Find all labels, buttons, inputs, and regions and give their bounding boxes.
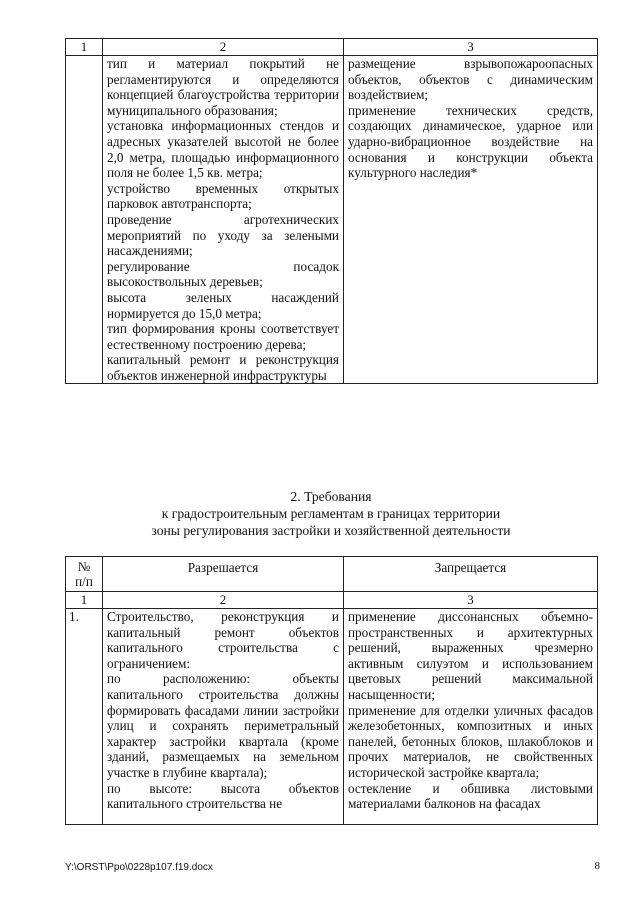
table-row [66,609,598,825]
allowed-item: высота зеленых насаждений нормируется до 15,0 метра; [107,289,339,321]
table-header-row [66,557,598,592]
allowed-cell [103,56,344,384]
footer-file-path: Y:\ORST\Ppo\0228p107.f19.docx [65,862,213,873]
section-subtitle-line: зоны регулирования застройки и хозяйственной деятельности [151,523,511,538]
column-number-3: 3 [344,39,598,56]
header-allowed: Разрешается [103,557,344,592]
allowed-item: устройство временных открытых парковок автотранспорта; [107,180,339,212]
header-forbidden: Запрещается [344,557,598,592]
page-number: 8 [594,860,600,872]
column-number-1: 1 [66,592,103,609]
column-number-2: 2 [103,592,344,609]
forbidden-item: применение диссонансных объемно-пространственных и архитектурных решений, выраженных чрезмерно активным силуэтом и использованием цветовых решений максимальной насыщенности; [348,609,593,702]
forbidden-item: размещение взрывопожароопасных объектов, объектов с динамическим воздействием; [348,56,593,103]
requirements-table-continued [65,38,598,384]
allowed-item: капитальный ремонт и реконструкция объектов инженерной инфраструктуры [107,352,339,383]
allowed-item: тип формирования кроны соответствует естественному построению дерева; [107,321,339,352]
header-number [66,557,103,592]
regulation-table [65,556,598,825]
column-number-2: 2 [103,39,344,56]
section-title: 2. Требования [290,489,372,504]
allowed-item: регулирование посадок высокоствольных деревьев; [107,258,339,290]
table-row [66,56,598,384]
column-number-row [66,39,598,56]
forbidden-item: применение для отделки уличных фасадов железобетонных, композитных и иных панелей, бетонных блоков, шлакоблоков и прочих материалов, не свойственных исторической застройке квартала; [348,702,593,780]
forbidden-item: применение технических средств, создающих динамическое, ударное или ударно-вибрационное воздействие на основания и конструкции объекта культурного наследия* [348,102,593,181]
allowed-cell [103,609,344,825]
section-heading [65,488,597,539]
header-number-abbr: п/п [75,574,93,589]
column-number-row [66,592,598,609]
column-number-3: 3 [344,592,598,609]
allowed-item: тип и материал покрытий не регламентируются и определяются концепцией благоустройства территории муниципального образования; [107,56,339,118]
allowed-item: установка информационных стендов и адресных указателей высотой не более 2,0 метра, площадью информационного поля не более 1,5 кв. метра; [107,118,339,181]
section-subtitle-line: к градостроительным регламентам в границах территории [161,506,501,521]
forbidden-item: остекление и обшивка листовыми материалами балконов на фасадах [348,780,593,812]
column-number-1: 1 [66,39,103,56]
allowed-item: проведение агротехнических мероприятий по уходу за зелеными насаждениями; [107,211,339,259]
header-number-symbol: № [77,559,91,574]
allowed-item: по расположению: объекты капитального строительства должны формировать фасадами линии застройки улиц и сохранять периметральный характер застройки квартала (кроме зданий, размещаемых на земельном участке в глубине квартала); [107,671,339,780]
forbidden-cell [344,56,598,384]
allowed-item: по высоте: высота объектов капитального строительства не [107,780,339,812]
forbidden-cell [344,609,598,825]
row-number: 1. [66,609,103,825]
row-number-cell [66,56,103,384]
allowed-item: Строительство, реконструкция и капитальный ремонт объектов капитального строительства с ограничением: [107,609,339,671]
